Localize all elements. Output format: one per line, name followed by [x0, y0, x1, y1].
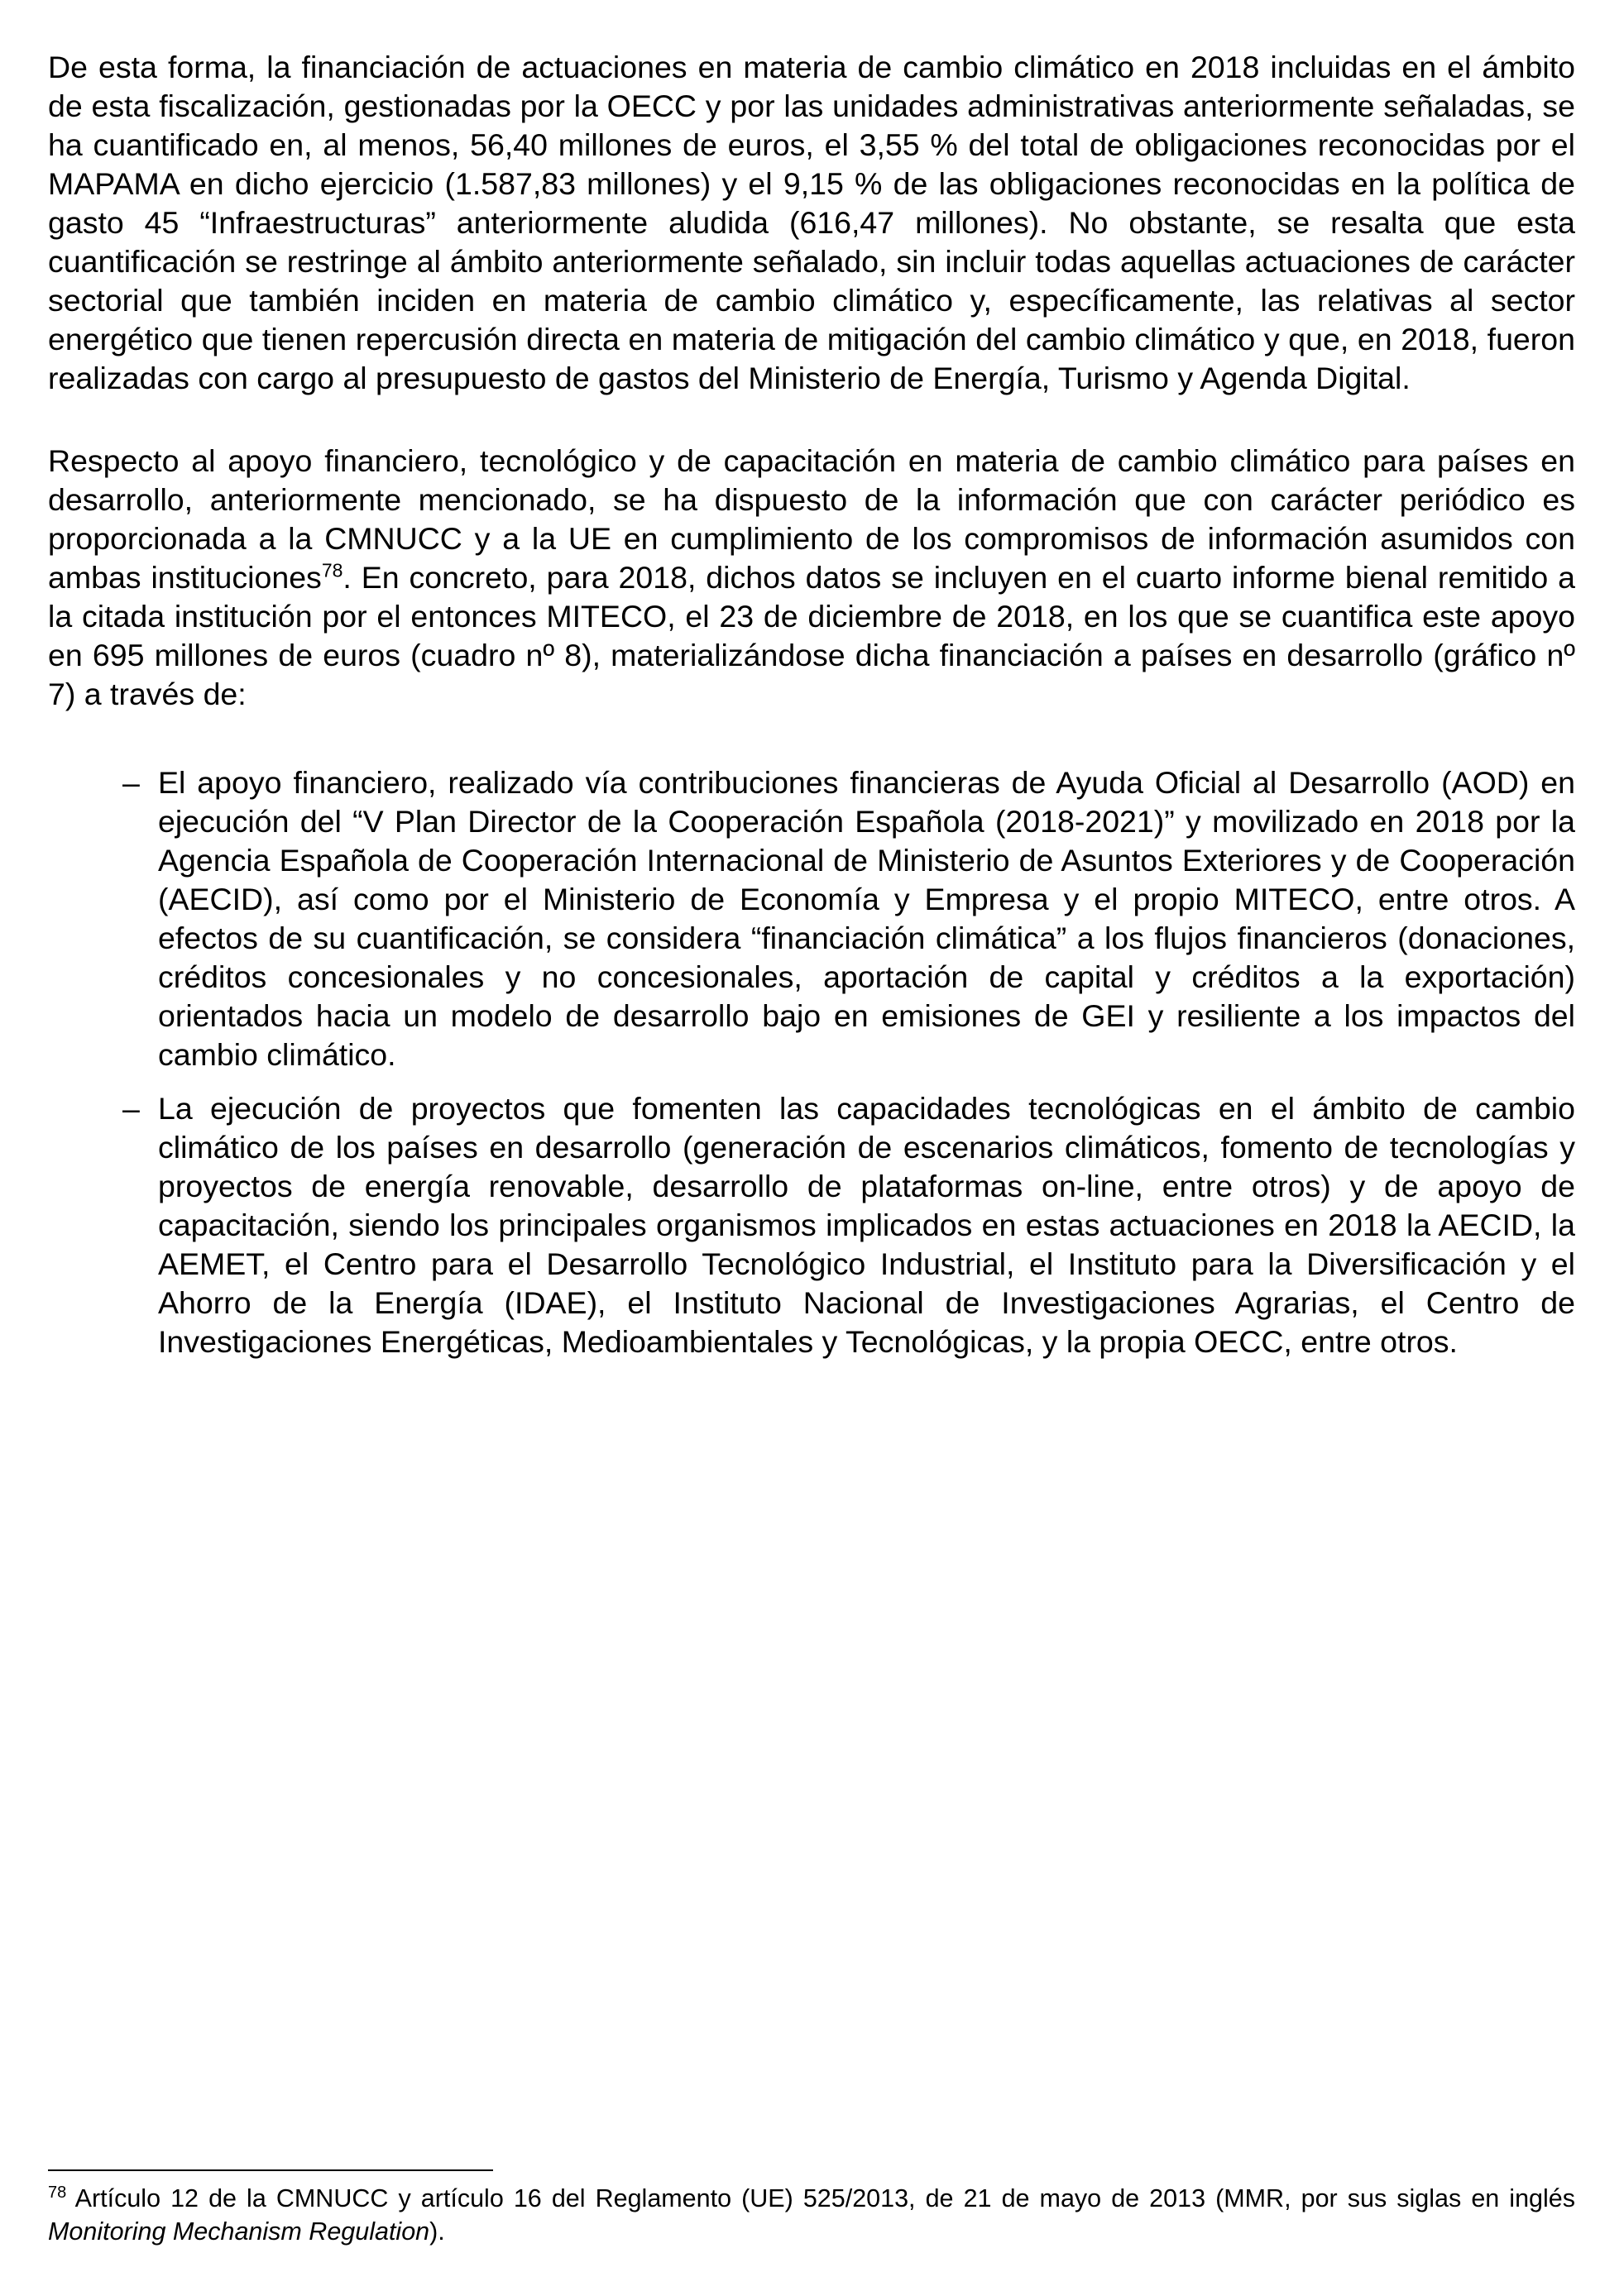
list-item-technology-capacity [48, 1089, 1575, 1361]
dash-bullet-icon: – [122, 765, 140, 800]
footnote-78 [48, 2182, 1575, 2248]
footnote-text: Artículo 12 de la CMNUCC y artículo 16 del Reglamento (UE) 525/2013, de 21 de mayo de 2013 (MMR, por sus siglas en inglés [66, 2184, 1575, 2212]
footnote-number: 78 [48, 2183, 67, 2202]
footnote-italic-text: Monitoring Mechanism Regulation [48, 2217, 430, 2246]
paragraph-text-before-footnote: Respecto al apoyo financiero, tecnológico y de capacitación en materia de cambio climático para países en desarrollo, anteriormente mencionado, se ha dispuesto de la información que con carácter periódico es proporcionada a la CMNUCC y a la UE en cumplimiento de los compromisos de información asumidos con ambas instituciones [48, 443, 1575, 595]
footnote-text-end: ). [429, 2217, 445, 2246]
list-item-text: El apoyo financiero, realizado vía contribuciones financieras de Ayuda Oficial al Desarrollo (AOD) en ejecución del “V Plan Director de la Cooperación Española (2018-2021)” y movilizado en 2018 por la Agencia Española de Cooperación Internacional de Ministerio de Asuntos Exteriores y de Cooperación (AECID), así como por el Ministerio de Economía y Empresa y el propio MITECO, entre otros. A efectos de su cuantificación, se considera “financiación climática” a los flujos financieros (donaciones, créditos concesionales y no concesionales, aportación de capital y créditos a la exportación) orientados hacia un modelo de desarrollo bajo en emisiones de GEI y resiliente a los impactos del cambio climático. [158, 765, 1575, 1072]
paragraph-text-after-footnote: . En concreto, para 2018, dichos datos se incluyen en el cuarto informe bienal remitido a la citada institución por el entonces MITECO, el 23 de diciembre de 2018, en los que se cuantifica este apoyo en 695 millones de euros (cuadro nº 8), materializándose dicha financiación a países en desarrollo (gráfico nº 7) a través de: [48, 560, 1575, 711]
paragraph-financing-quantification: De esta forma, la financiación de actuaciones en materia de cambio climático en 2018 incluidas en el ámbito de esta fiscalización, gestionadas por la OECC y por las unidades administrativas anteriormente señaladas, se ha cuantificado en, al menos, 56,40 millones de euros, el 3,55 % del total de obligaciones reconocidas por el MAPAMA en dicho ejercicio (1.587,83 millones) y el 9,15 % de las obligaciones reconocidas en la política de gasto 45 “Infraestructuras” anteriormente aludida (616,47 millones). No obstante, se resalta que esta cuantificación se restringe al ámbito anteriormente señalado, sin incluir todas aquellas actuaciones de carácter sectorial que también inciden en materia de cambio climático y, específicamente, las relativas al sector energético que tienen repercusión directa en materia de mitigación del cambio climático y que, en 2018, fueron realizadas con cargo al presupuesto de gastos del Ministerio de Energía, Turismo y Agenda Digital. [48, 50, 1575, 395]
list-item-financial-support [48, 763, 1575, 1074]
support-channels-list [48, 763, 1575, 1361]
list-item-text: La ejecución de proyectos que fomenten las capacidades tecnológicas en el ámbito de cambio climático de los países en desarrollo (generación de escenarios climáticos, fomento de tecnologías y proyectos de energía renovable, desarrollo de plataformas on-line, entre otros) y de apoyo de capacitación, siendo los principales organismos implicados en estas actuaciones en 2018 la AECID, la AEMET, el Centro para el Desarrollo Tecnológico Industrial, el Instituto para la Diversificación y el Ahorro de la Energía (IDAE), el Instituto Nacional de Investigaciones Agrarias, el Centro de Investigaciones Energéticas, Medioambientales y Tecnológicas, y la propia OECC, entre otros. [158, 1091, 1575, 1359]
paragraph-developing-countries-support [48, 442, 1575, 714]
document-page [48, 48, 1575, 1361]
footnote-reference-78[interactable]: 78 [321, 559, 343, 581]
footnote-separator [48, 2169, 493, 2171]
dash-bullet-icon: – [122, 1091, 140, 1126]
